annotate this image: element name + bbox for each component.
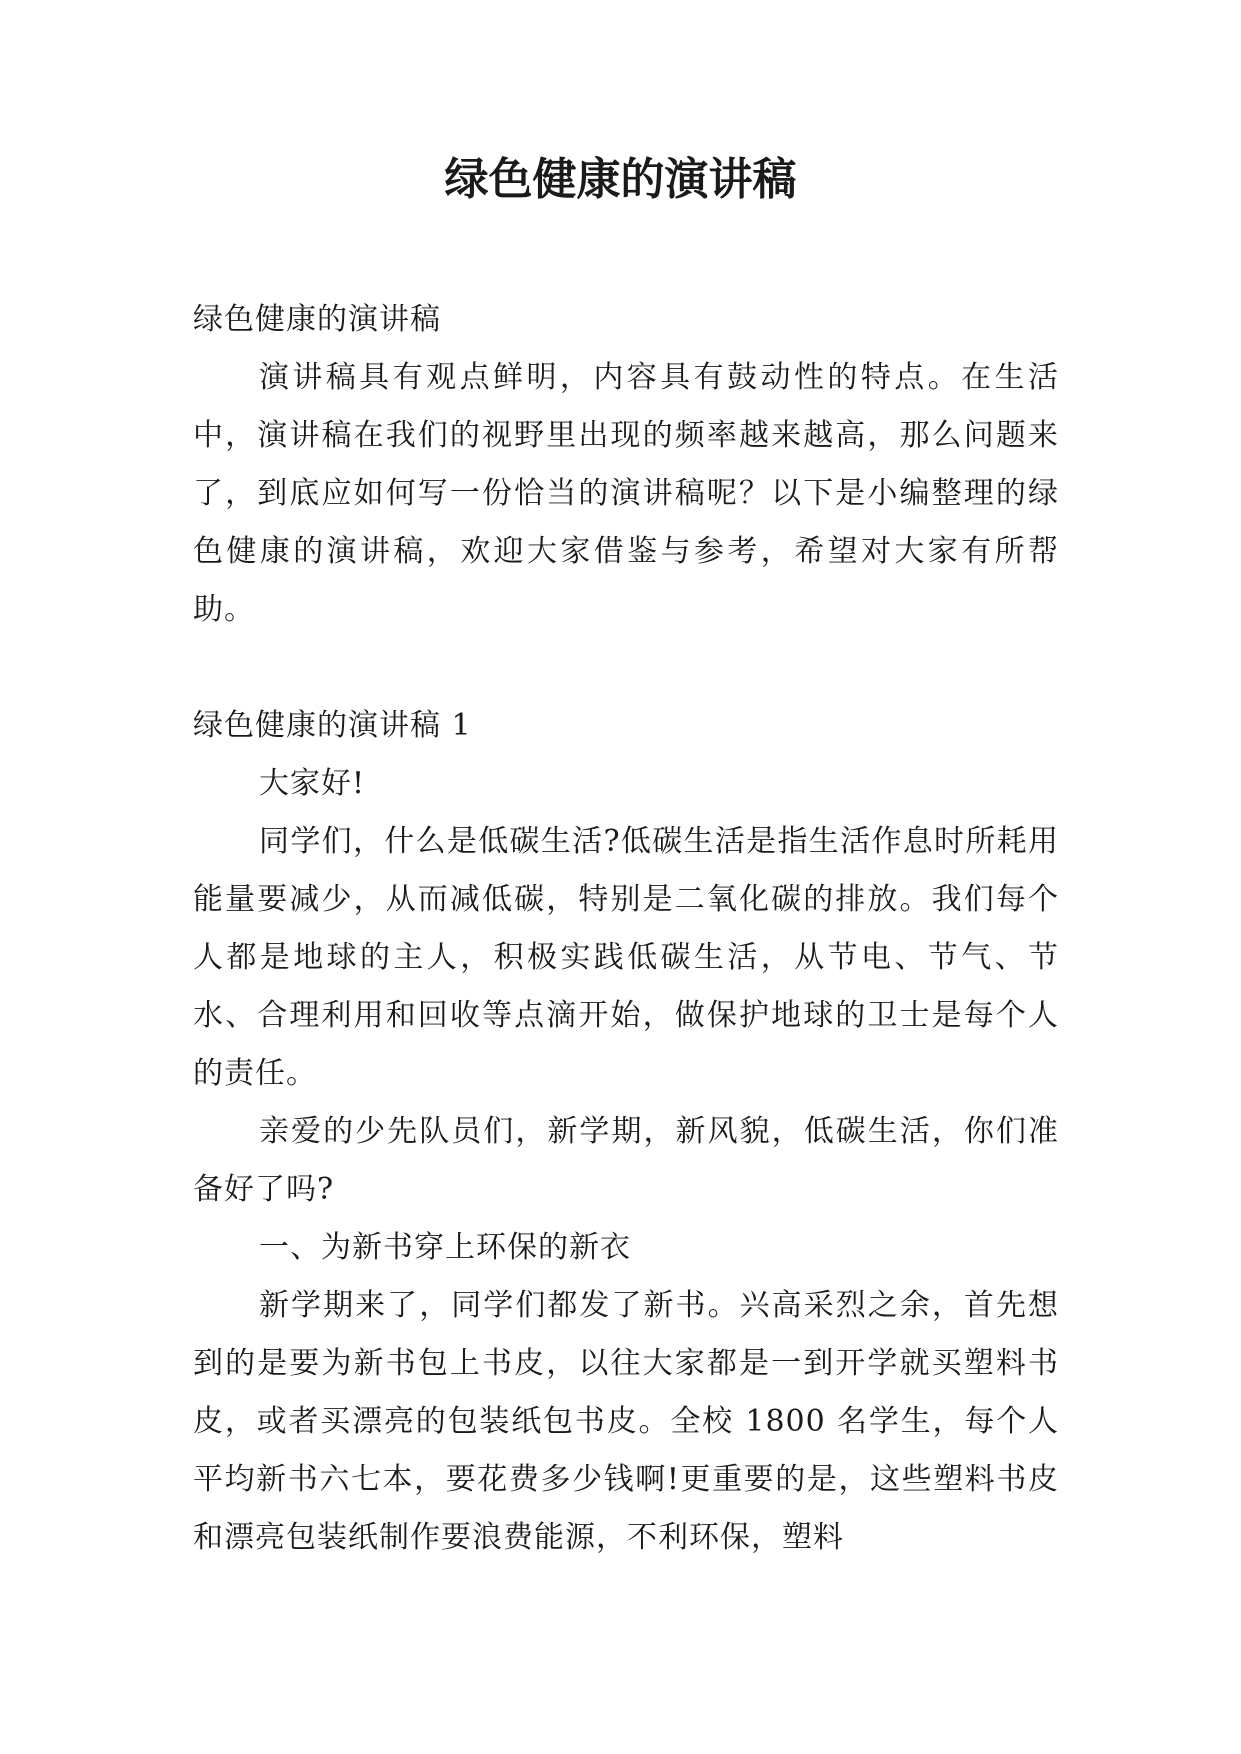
section-spacer [193,639,1059,697]
page-title: 绿色健康的演讲稿 [444,154,797,205]
intro-paragraph: 演讲稿具有观点鲜明，内容具有鼓动性的特点。在生活中，演讲稿在我们的视野里出现的频率越来越高，那么问题来了，到底应如何写一份恰当的演讲稿呢？以下是小编整理的绿色健康的演讲稿，欢迎大家借鉴与参考，希望对大家有所帮助。 [193,360,1059,627]
greeting-line: 大家好! [259,766,366,801]
body-paragraph-3: 新学期来了，同学们都发了新书。兴高采烈之余，首先想到的是要为新书包上书皮，以往大家都是一到开学就买塑料书皮，或者买漂亮的包装纸包书皮。全校 1800 名学生，每个人平均新书六七本，要花费多少钱啊!更重要的是，这些塑料书皮和漂亮包装纸制作要浪费能源，不利环保，塑料 [193,1288,1059,1555]
subheading-1: 一、为新书穿上环保的新衣 [259,1230,631,1265]
document-body [193,291,1059,1567]
section-heading: 绿色健康的演讲稿 1 [193,708,472,743]
body-paragraph-2: 亲爱的少先队员们，新学期，新风貌，低碳生活，你们准备好了吗? [193,1114,1059,1207]
document-subtitle: 绿色健康的演讲稿 [193,302,441,337]
body-paragraph-1: 同学们，什么是低碳生活?低碳生活是指生活作息时所耗用能量要减少，从而减低碳，特别是二氧化碳的排放。我们每个人都是地球的主人，积极实践低碳生活，从节电、节气、节水、合理利用和回收等点滴开始，做保护地球的卫士是每个人的责任。 [193,824,1059,1091]
